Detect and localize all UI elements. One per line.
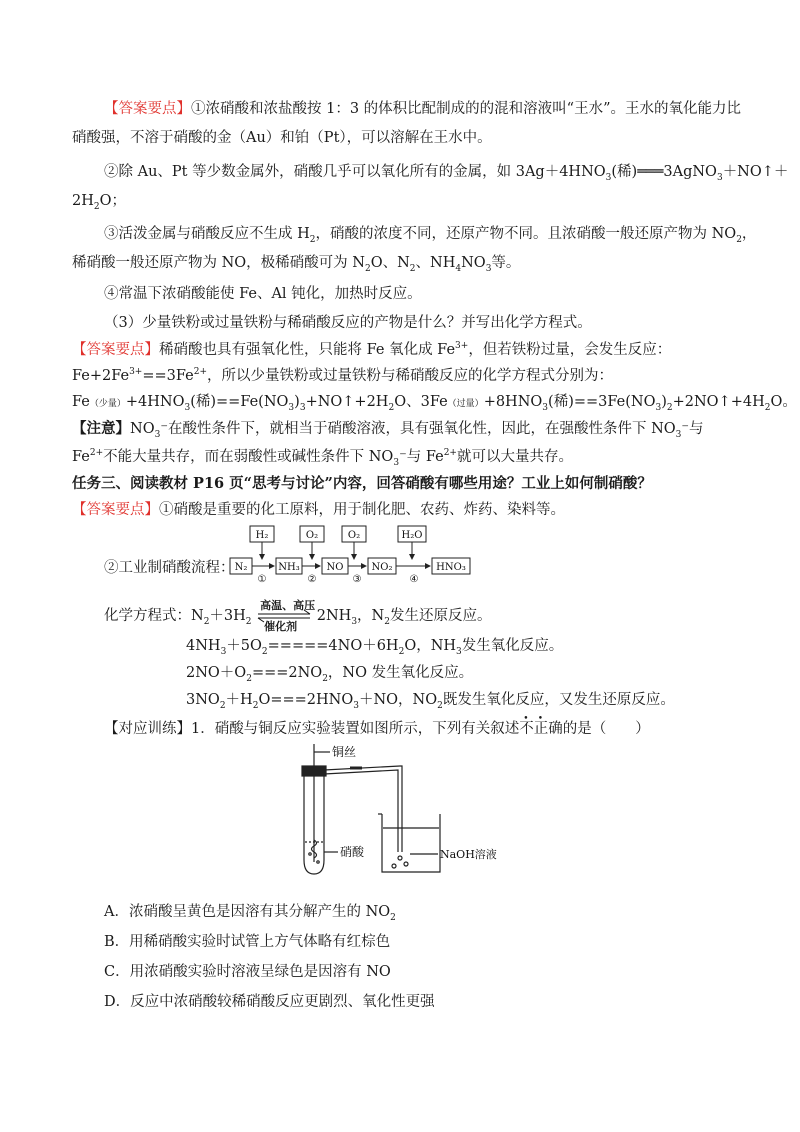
flow-step-3: ③ [352,574,362,584]
option-b[interactable]: B．用稀硝酸实验时试管上方气体略有红棕色 [104,934,391,950]
flow-step-1: ① [257,574,267,584]
flow-input-h2: H₂ [255,530,269,541]
flow-label: ②工业制硝酸流程： [104,560,235,576]
delivery-tube [324,766,402,852]
equation-4: $3NO_2+H_2O===2HNO_3+NO$，$NO_2$既发生氧化反应，又发生还原反应。 [186,692,675,711]
equation-1: 化学方程式：$N_2+3H_2$ 高温、高压 催化剂 $2NH_3$，$N_2$发生还原反应。 [104,599,492,633]
beaker [382,814,440,872]
flow-hno3: HNO₃ [436,562,466,573]
flow-step-2: ② [307,574,317,584]
reversible-arrow: 高温、高压 催化剂 [260,599,316,633]
note-tag: 【注意】 [72,420,130,437]
flow-input-o2-b: O₂ [347,530,361,541]
answer-4: 【答案要点】①硝酸是重要的化工原料，用于制化肥、农药、炸药、染料等。 [72,502,565,518]
label-naoh-solution: NaOH溶液 [440,848,497,861]
answer-3-equations: Fe（少量）$+4HNO_3$(稀)$==Fe(NO_3)_3+NO↑+2H_2O$、3Fe（过量）$+8HNO_3$(稀)$==3Fe(NO_3)_2+2NO↑+4H_2O$。 [72,394,797,413]
equation-2: $4NH_3+5O_2=====4NO+6H_2O$，$NH_3$发生氧化反应。 [186,638,564,657]
copper-nitric-acid-apparatus [290,742,530,884]
answer-key-tag: 【答案要点】 [104,101,191,117]
option-c[interactable]: C．用浓硝酸实验时溶液呈绿色是因溶有 NO [104,964,391,980]
answer-3: 【答案要点】稀硝酸也具有强氧化性，只能将 Fe 氧化成 $Fe^{3+}$，但若铁粉过量，会发生反应： [72,341,672,358]
answer-paragraph-3: ③活泼金属与硝酸反应不生成 $H_2$，硝酸的浓度不同，还原产物不同。且浓硝酸一般还原产物为 $NO_2$， [104,226,757,245]
answer-3-line-2: $Fe+2Fe^{3+}==3Fe^{2+}$，所以少量铁粉或过量铁粉与稀硝酸反应的化学方程式分别为： [72,367,614,384]
answer-paragraph-3-cont: 稀硝酸一般还原产物为 NO，极稀硝酸可为 $N_2O$、$N_2$、$NH_4NO_3$等。 [72,255,521,274]
flow-step-4: ④ [409,574,419,584]
note-paragraph: 【注意】$NO_3^-$在酸性条件下，就相当于硝酸溶液，具有强氧化性，因此，在强酸性条件下 $NO_3^-$与 [72,420,704,440]
equation-3: $2NO+O_2===2NO_2$，NO 发生氧化反应。 [186,665,474,684]
answer-paragraph-2-cont: $2H_2O$； [72,193,126,212]
note-paragraph-cont: $Fe^{2+}$不能大量共存，而在弱酸性或碱性条件下 $NO_3^-$与 $Fe^{2+}$就可以大量共存。 [72,448,573,468]
label-copper-wire: 铜丝 [332,745,357,759]
flow-input-h2o: H₂O [401,530,423,541]
task-3-heading: 任务三、阅读教材 P16 页“思考与讨论”内容，回答硝酸有哪些用途？工业上如何制硝酸？ [72,475,652,492]
label-nitric-acid: 硝酸 [340,845,365,859]
answer-key-tag: 【答案要点】 [72,342,159,358]
option-d[interactable]: D．反应中浓硝酸较稀硝酸反应更剧烈、氧化性更强 [104,994,435,1010]
flow-n2: N₂ [234,562,248,573]
training-question: 【对应训练】1．硝酸与铜反应实验装置如图所示，下列有关叙述不正确的是（ ） [104,721,650,737]
answer-key-tag: 【答案要点】 [72,502,159,518]
industrial-nitric-acid-flow-diagram [228,522,478,584]
answer-paragraph-2: ②除 Au、Pt 等少数金属外，硝酸几乎可以氧化所有的金属，如 $3Ag+4HNO_3$(稀)═══3AgNO$_3$＋NO↑＋ [104,164,789,183]
flow-no2: NO₂ [371,562,393,573]
flow-no: NO [326,562,344,573]
option-a[interactable]: A．浓硝酸呈黄色是因溶有其分解产生的 $NO_2$ [104,904,396,923]
answer-paragraph-4: ④常温下浓硝酸能使 Fe、Al 钝化，加热时反应。 [104,286,422,302]
training-tag: 【对应训练】 [104,721,191,737]
stopper [302,766,326,776]
answer-paragraph-1: 【答案要点】①浓硝酸和浓盐酸按 1：3 的体积比配制成的的混和溶液叫“王水”。王水的氧化能力比 [104,101,741,117]
question-3: （3）少量铁粉或过量铁粉与稀硝酸反应的产物是什么？并写出化学方程式。 [104,315,592,331]
answer-paragraph-1-cont: 硝酸强，不溶于硝酸的金（Au）和铂（Pt），可以溶解在王水中。 [72,130,492,146]
flow-nh3: NH₃ [278,562,300,573]
flow-input-o2: O₂ [305,530,319,541]
